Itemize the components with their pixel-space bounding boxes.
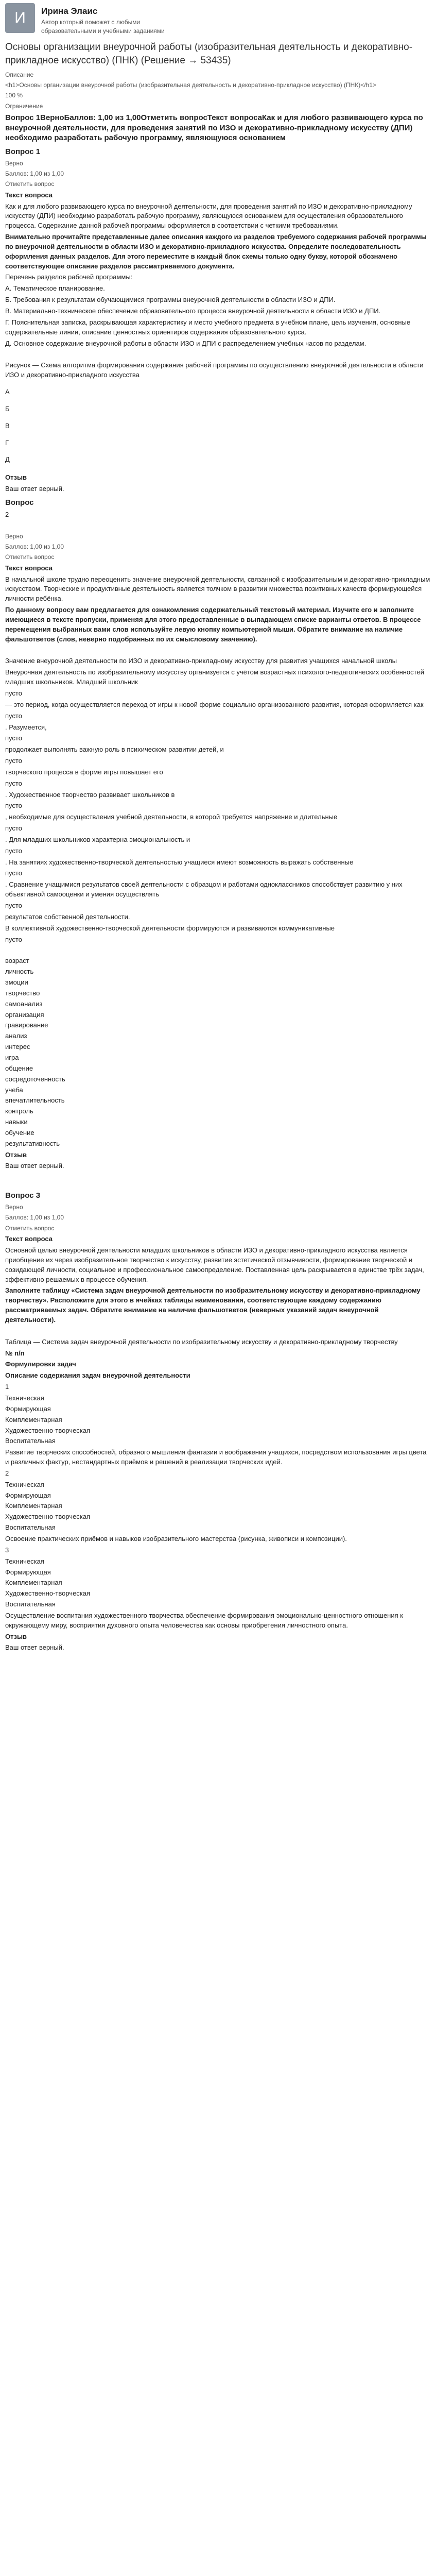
q3-col-num: № п/п <box>5 1349 25 1357</box>
q2-blank-slot[interactable]: пусто <box>5 779 22 787</box>
q3-paragraph-1: Основной целью внеурочной деятельности младших школьников в области ИЗО и декоративно-прикладного искусства является приобщение их через изобразительное творчество к искусству, развитие эстетической отзывчивости, формирование творческой и созидающей личности, социальное и профессиональное самоопределение. Поставленная цель раскрывается в единстве трёх задач, эффективно решаемых в процессе обучения. <box>5 1246 424 1283</box>
q3-task-option[interactable]: Художественно-творческая <box>5 1589 91 1598</box>
q1-section-item: В. Материально-техническое обеспечение образовательного процесса внеурочной деятельности в области ИЗО и ДПИ. <box>5 307 381 315</box>
q3-row-description: Развитие творческих способностей, образного мышления фантазии и воображения учащихся, посредством использования игры цвета и различных фактур, нестандартных приёмов и решений в реализации творческих идей. <box>5 1448 427 1466</box>
q2-cloze-text <box>5 689 431 944</box>
q2-text-line: . На занятиях художественно-творческой деятельностью учащиеся имеют возможность выражать собственные <box>5 858 354 866</box>
q2-text-line: — это период, когда осуществляется переход от игры к новой форме социально организованного развития, которая оформляется как <box>5 700 424 708</box>
q2-word-option[interactable]: результативность <box>5 1139 60 1147</box>
q2-score: Баллов: 1,00 из 1,00 <box>5 543 64 550</box>
author-description: Автор который поможет с любыми образовательными и учебными заданиями <box>41 18 165 35</box>
q1-section-item: Д. Основное содержание внеурочной работы в области ИЗО и ДПИ с распределением учебных часов по разделам. <box>5 339 367 347</box>
q2-text-line: . Сравнение учащимися результатов своей деятельности с образцом и работами одноклассников способствует развитию у них объективной самооценки и умения осуществлять <box>5 880 403 899</box>
q2-word-option[interactable]: учеба <box>5 1086 23 1094</box>
q3-text-label: Текст вопроса <box>5 1235 53 1243</box>
q2-text-line: творческого процесса в форме игры повышает его <box>5 768 163 776</box>
q2-word-option[interactable]: впечатлительность <box>5 1096 65 1105</box>
q3-task-option[interactable]: Формирующая <box>5 1568 51 1576</box>
q2-number: 2 <box>5 510 9 518</box>
description-label: Описание <box>5 71 34 78</box>
q3-row-description: Осуществление воспитания художественного творчества обеспечение формирования эмоционально-ценностного отношения к окружающему миру, восприятия духовного опыта человечества как основы приобретения личностного опыта. <box>5 1611 403 1629</box>
q2-word-option[interactable]: общение <box>5 1064 33 1072</box>
q2-feedback-text: Ваш ответ верный. <box>5 1162 64 1170</box>
q3-task-option[interactable]: Воспитательная <box>5 1600 56 1608</box>
q3-table <box>5 1382 431 1630</box>
q2-word-option[interactable]: эмоции <box>5 978 28 987</box>
q2-blank-slot[interactable]: пусто <box>5 902 22 910</box>
q3-row-number: 3 <box>5 1546 9 1554</box>
q3-task-option[interactable]: Комплементарная <box>5 1502 62 1510</box>
q2-word-option[interactable]: интерес <box>5 1043 30 1051</box>
q1-feedback-label: Отзыв <box>5 473 27 482</box>
q3-feedback-label: Отзыв <box>5 1632 27 1640</box>
q2-feedback-label: Отзыв <box>5 1150 27 1159</box>
q2-text-line: , необходимые для осуществления учебной деятельности, в которой требуется напряжение и длительные <box>5 813 338 821</box>
q1-drag-option[interactable]: Д <box>5 455 10 464</box>
q2-text-line: . Разумеется, <box>5 723 47 731</box>
q2-status: Верно <box>5 532 23 540</box>
q2-blank-slot[interactable]: пусто <box>5 846 22 855</box>
q3-task-option[interactable]: Формирующая <box>5 1491 51 1499</box>
q3-paragraph-2: Заполните таблицу «Система задач внеурочной деятельности по изобразительному искусству и декоративно-прикладному творчеству». Расположите для этого в ячейках таблицы наименования, соответствующие каждому содержанию рассматриваемых задач. Обратите внимание на наличие фальшответов (неверных указаний задач внеурочной деятельности). <box>5 1286 421 1324</box>
q3-col-desc: Описание содержания задач внеурочной деятельности <box>5 1371 190 1380</box>
q2-word-option[interactable]: игра <box>5 1053 19 1061</box>
question-1-title: Вопрос 1 <box>5 147 41 156</box>
percent-text: 100 % <box>5 92 23 99</box>
q3-task-option[interactable]: Техническая <box>5 1394 44 1402</box>
q3-task-option[interactable]: Комплементарная <box>5 1415 62 1423</box>
q1-drag-option[interactable]: А <box>5 388 10 396</box>
q2-blank-slot[interactable]: пусто <box>5 711 22 720</box>
q2-blank-slot[interactable]: пусто <box>5 935 22 943</box>
q2-text-line: продолжает выполнять важную роль в психическом развитии детей, и <box>5 745 224 754</box>
q2-word-option[interactable]: творчество <box>5 989 40 997</box>
q2-blank-slot[interactable]: пусто <box>5 869 22 877</box>
q2-text-label: Текст вопроса <box>5 564 53 572</box>
q2-word-option[interactable]: личность <box>5 968 34 976</box>
q1-paragraph-1: Как и для любого развивающего курса по внеурочной деятельности, для проведения занятий по ИЗО и декоративно-прикладному искусству (ДПИ) необходимо разработать рабочую программу, являющуюся основанием для осуществления образовательного процесса. Содержание данной рабочей программы оформляется в соответствии с четкими требованиями. <box>5 202 412 230</box>
author-header <box>5 0 431 41</box>
q2-paragraph-1: В начальной школе трудно переоценить значение внеурочной деятельности, связанной с изобразительным и декоративно-прикладным искусством. Творческие и продуктивные деятельность является толчком в развитии множества позитивных качеств формирующейся личности ребёнка. <box>5 575 430 603</box>
q2-paragraph-2: По данному вопросу вам предлагается для ознакомления содержательный текстовый материал. Изучите его и заполните имеющиеся в тексте пропуски, применяя для этого предоставленные в выпадающем списке варианты ответов. В процессе перемещения выбранных вами слов используйте левую кнопку компьютерной мыши. Обратите внимание на наличие фальшответов (слов, неверно подобранных по их смысловому значению). <box>5 606 421 643</box>
result-label: Ограничение <box>5 102 43 110</box>
q2-word-option[interactable]: анализ <box>5 1032 27 1040</box>
q2-word-option[interactable]: навыки <box>5 1118 28 1126</box>
q3-task-option[interactable]: Художественно-творческая <box>5 1426 91 1434</box>
q3-row-number: 1 <box>5 1383 9 1391</box>
q1-paragraph-2: Внимательно прочитайте представленные далее описания каждого из разделов требуемого содержания рабочей программы по внеурочной деятельности в области ИЗО и декоративно-прикладного искусства. Определите последовательность оформления данных разделов. Для этого переместите в каждый блок схемы только одну букву, которой обозначено соответствующее описание разделов рассматриваемого документа. <box>5 233 427 270</box>
question-3-title: Вопрос 3 <box>5 1191 41 1200</box>
q2-blank-slot[interactable]: пусто <box>5 689 22 697</box>
q3-feedback-text: Ваш ответ верный. <box>5 1643 64 1652</box>
q2-text-line: результатов собственной деятельности. <box>5 912 130 921</box>
author-name[interactable]: Ирина Элаис <box>41 6 98 16</box>
q1-section-item: Г. Пояснительная записка, раскрывающая характеристику и место учебного предмета в учебном плане, цель изучения, основные содержательные линии, описание ценностных ориентиров содержания образовательного курса. <box>5 318 411 336</box>
q2-word-option[interactable]: контроль <box>5 1107 33 1115</box>
q1-drag-option[interactable]: Б <box>5 404 10 413</box>
q2-text-line: . Для младших школьников характерна эмоциональность и <box>5 835 190 843</box>
q2-blank-slot[interactable]: пусто <box>5 802 22 810</box>
document-title: Основы организации внеурочной работы (изобразительная деятельность и декоративно-прикладное искусство) (ПНК) (Решение → 53435) <box>5 42 413 66</box>
q1-text-label: Текст вопроса <box>5 191 53 199</box>
q3-score: Баллов: 1,00 из 1,00 <box>5 1214 64 1222</box>
q2-word-option[interactable]: гравирование <box>5 1021 48 1029</box>
q2-word-option[interactable]: возраст <box>5 957 29 965</box>
q1-section-item: А. Тематическое планирование. <box>5 284 105 293</box>
q1-figure-caption: Рисунок — Схема алгоритма формирования содержания рабочей программы по осуществлению внеурочной деятельности в области ИЗО и декоративно-прикладного искусства <box>5 361 424 379</box>
q2-paragraph-4: Внеурочная деятельность по изобразительному искусству организуется с учётом возрастных психолого-педагогических особенностей младших школьников. Младший школьник <box>5 668 424 686</box>
q2-word-option[interactable]: обучение <box>5 1128 34 1137</box>
q3-task-option[interactable]: Художественно-творческая <box>5 1513 91 1521</box>
q1-paragraph-3: Перечень разделов рабочей программы: <box>5 273 133 281</box>
q2-word-bank <box>5 956 431 1148</box>
q3-task-option[interactable]: Формирующая <box>5 1404 51 1413</box>
q1-drop-targets <box>5 387 431 465</box>
q3-row-number: 2 <box>5 1469 9 1477</box>
q3-task-option[interactable]: Техническая <box>5 1557 44 1565</box>
avatar[interactable]: И <box>5 3 35 33</box>
q2-blank-slot[interactable]: пусто <box>5 757 22 765</box>
q3-col-tasks: Формулировки задач <box>5 1360 76 1368</box>
q2-word-option[interactable]: самоанализ <box>5 999 43 1008</box>
q3-task-option[interactable]: Воспитательная <box>5 1437 56 1445</box>
q1-feedback-text: Ваш ответ верный. <box>5 485 64 493</box>
q3-row-description: Освоение практических приёмов и навыков изобразительного мастерства (рисунка, живописи и композиции). <box>5 1534 347 1543</box>
q3-status: Верно <box>5 1204 23 1211</box>
q2-flag-link[interactable]: Отметить вопрос <box>5 553 55 561</box>
q2-text-line: В коллективной художественно-творческой деятельности формируются и развиваются коммуникативные <box>5 924 335 932</box>
q1-drag-option[interactable]: В <box>5 421 10 430</box>
q1-drag-option[interactable]: Г <box>5 438 9 447</box>
question-2-title: Вопрос <box>5 498 34 507</box>
q3-task-option[interactable]: Воспитательная <box>5 1523 56 1532</box>
intro-heading: Вопрос 1ВерноБаллов: 1,00 из 1,00Отметить вопросТекст вопросаКак и для любого развивающего курса по внеурочной деятельности, для проведения занятий по ИЗО и декоративно-прикладному искусству (ДПИ) необходимо разработать рабочую программу, являющуюся основанием <box>5 113 423 143</box>
q2-word-option[interactable]: сосредоточенность <box>5 1075 65 1083</box>
description-text: <h1>Основы организации внеурочной работы (изобразительная деятельность и декоративно-прикладное искусство) (ПНК)</h1> <box>5 81 376 89</box>
q1-flag-link[interactable]: Отметить вопрос <box>5 180 55 188</box>
q3-flag-link[interactable]: Отметить вопрос <box>5 1224 55 1232</box>
q3-task-option[interactable]: Техническая <box>5 1480 44 1488</box>
q1-section-item: Б. Требования к результатам обучающимися программы внеурочной деятельности в области ИЗО и ДПИ. <box>5 296 336 304</box>
q3-table-caption: Таблица — Система задач внеурочной деятельности по изобразительному искусству и декоративно-прикладному творчеству <box>5 1337 398 1346</box>
q2-blank-slot[interactable]: пусто <box>5 824 22 833</box>
q1-section-list <box>5 284 431 348</box>
q2-paragraph-3: Значение внеурочной деятельности по ИЗО и декоративно-прикладному искусству для развития учащихся начальной школы <box>5 657 397 665</box>
q1-score: Баллов: 1,00 из 1,00 <box>5 170 64 177</box>
q2-word-option[interactable]: организация <box>5 1010 44 1019</box>
q1-status: Верно <box>5 159 23 167</box>
q2-text-line: . Художественное творчество развивает школьников в <box>5 790 175 799</box>
q3-task-option[interactable]: Комплементарная <box>5 1579 62 1587</box>
q2-blank-slot[interactable]: пусто <box>5 734 22 742</box>
